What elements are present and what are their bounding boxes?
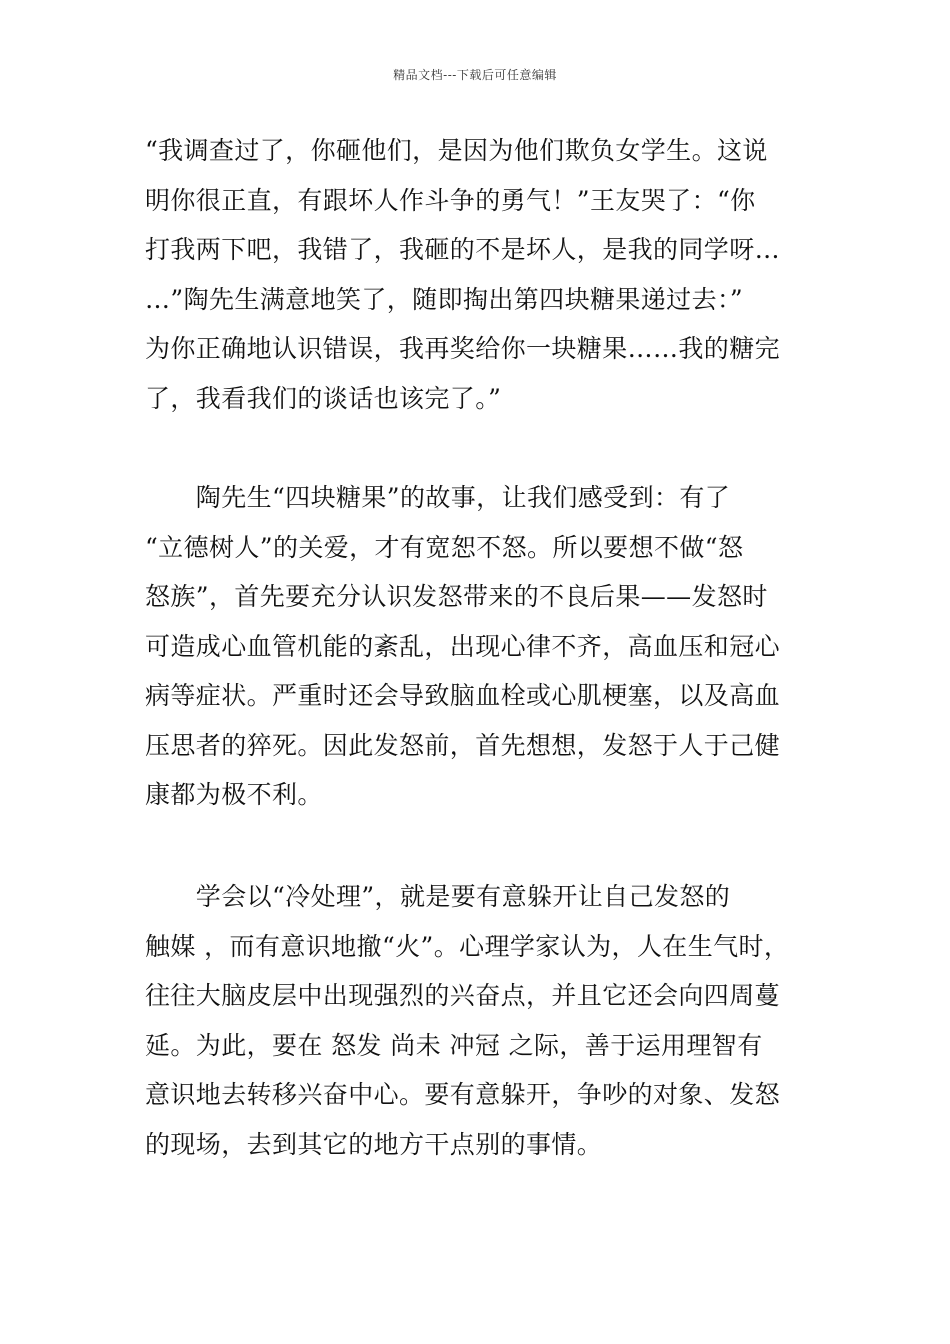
paragraph-3: 学会以“冷处理”，就是要有意躲开让自己发怒的 触媒 ，而有意识地撤“火”。心理学家认为，人在生气时， 往往大脑皮层中出现强烈的兴奋点，并且它还会向四周蔓 延。为此，要在 怒发 尚未 冲冠 之际，善于运用理智有 意识地去转移兴奋中心。要有意躲开，争吵的对象、发怒 的现场，去到其它的地方干点别的事情。	[145, 882, 790, 1159]
paragraph-1: “我调查过了，你砸他们，是因为他们欺负女学生。这说 明你很正直，有跟坏人作斗争的勇气！”王友哭了：“你 打我两下吧，我错了，我砸的不是坏人，是我的同学呀… …”陶先生满意地笑了，随即掏出第四块糖果递过去：” 为你正确地认识错误，我再奖给你一块糖果……我的糖完 了，我看我们的谈话也该完了。”	[145, 136, 781, 413]
paragraph-2: 陶先生“四块糖果”的故事，让我们感受到：有了 “立德树人”的关爱，才有宽恕不怒。所以要想不做“怒 怒族”，首先要充分认识发怒带来的不良后果——发怒时 可造成心血管机能的紊乱，出现心律不齐，高血压和冠心 病等症状。严重时还会导致脑血栓或心肌梗塞，以及高血 压思者的猝死。因此发怒前，首先想想，发怒于人于己健 康都为极不利。	[145, 483, 781, 809]
page-header: 精品文档---下载后可任意编辑	[393, 68, 557, 82]
